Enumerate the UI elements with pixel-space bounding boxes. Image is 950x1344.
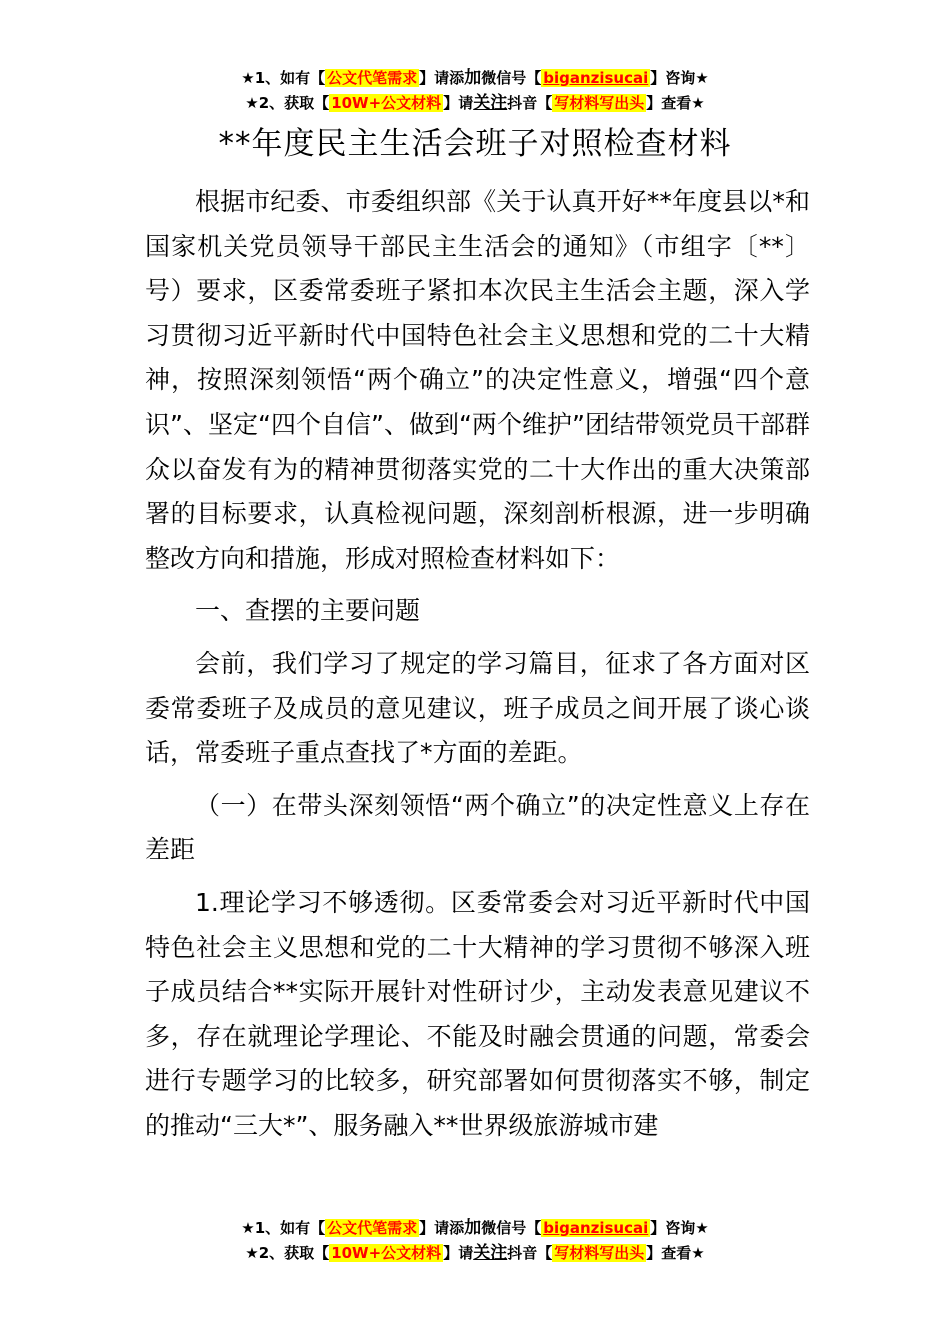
promo-banner-top [0, 66, 950, 116]
promo-line-2 [0, 1241, 950, 1266]
promo-line-1 [0, 66, 950, 91]
promo-text: 微信号【 [481, 69, 542, 87]
promo-emphasis: 加 [464, 68, 482, 88]
promo-text: 】咨询★ [650, 69, 709, 87]
section-heading: 一、查摆的主要问题 [195, 596, 421, 626]
promo-text: 抖音【 [507, 1244, 553, 1262]
promo-text: 微信号【 [481, 1219, 542, 1237]
intro-paragraph: 根据市纪委、市委组织部《关于认真开好**年度县以*和国家机关党员领导干部民主生活会的通知》（市组字〔**〕号）要求，区委常委班子紧扣本次民主生活会主题，深入学习贯彻习近平新时代中国特色社会主义思想和党的二十大精神，按照深刻领悟“两个确立”的决定性意义，增强“四个意识”、坚定“四个自信”、做到“两个维护”团结带领党员干部群众以奋发有为的精神贯彻落实党的二十大作出的重大决策部署的目标要求，认真检视问题，深刻剖析根源，进一步明确整改方向和措施，形成对照检查材料如下： [145, 187, 810, 573]
promo-wechat-id: biganzisucai [543, 69, 649, 87]
promo-highlight: 公文代笔需求 [327, 69, 418, 87]
body-paragraph: 1.理论学习不够透彻。区委常委会对习近平新时代中国特色社会主义思想和党的二十大精神的学习贯彻不够深入班子成员结合**实际开展针对性研讨少，主动发表意见建议不多，存在就理论学理论、不能及时融会贯通的问题，常委会进行专题学习的比较多，研究部署如何贯彻落实不够，制定的推动“三大*”、服务融入**世界级旅游城市建 [145, 887, 810, 1140]
promo-text: ★1、如有【 [241, 1219, 326, 1237]
promo-text: 抖音【 [507, 94, 553, 112]
subsection-heading: （一）在带头深刻领悟“两个确立”的决定性意义上存在差距 [145, 790, 810, 865]
promo-banner-bottom [0, 1216, 950, 1266]
promo-text: ★2、获取【 [245, 1244, 330, 1262]
promo-line-1 [0, 1216, 950, 1241]
promo-emphasis: 加 [464, 1218, 482, 1238]
promo-text: 】查看★ [646, 94, 705, 112]
body-paragraph: 会前，我们学习了规定的学习篇目，征求了各方面对区委常委班子及成员的意见建议，班子成员之间开展了谈心谈话，常委班子重点查找了*方面的差距。 [145, 648, 810, 768]
promo-text: 】请添 [419, 1219, 465, 1237]
promo-emphasis: 关注 [473, 93, 508, 113]
promo-highlight: 10W+公文材料 [331, 94, 442, 112]
promo-text: 】请 [443, 94, 474, 112]
document-title: **年度民主生活会班子对照检查材料 [218, 126, 732, 162]
promo-wechat-id: biganzisucai [543, 1219, 649, 1237]
promo-highlight: 10W+公文材料 [331, 1244, 442, 1262]
promo-text: 】查看★ [646, 1244, 705, 1262]
promo-text: 】咨询★ [650, 1219, 709, 1237]
document-body [145, 180, 810, 1156]
promo-emphasis: 关注 [473, 1243, 508, 1263]
promo-highlight: 公文代笔需求 [327, 1219, 418, 1237]
promo-text: 】请添 [419, 69, 465, 87]
promo-text: 】请 [443, 1244, 474, 1262]
promo-text: ★1、如有【 [241, 69, 326, 87]
promo-line-2 [0, 91, 950, 116]
promo-text: ★2、获取【 [245, 94, 330, 112]
promo-douyin-account: 写材料写出头 [554, 1244, 645, 1262]
promo-douyin-account: 写材料写出头 [554, 94, 645, 112]
